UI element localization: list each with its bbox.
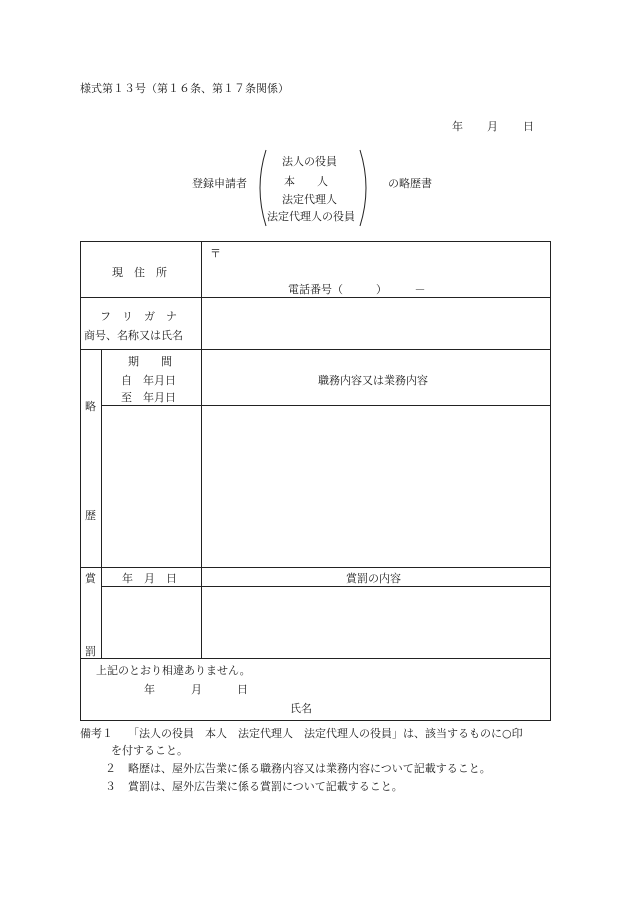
option-legal-representative: 法定代理人 — [282, 193, 337, 206]
history-label-bottom: 歴 — [85, 509, 96, 522]
sign-year: 年 — [144, 683, 155, 696]
period-title: 期 間 — [128, 355, 172, 368]
period-to: 至 年月日 — [121, 391, 176, 404]
option-legal-rep-officer: 法定代理人の役員 — [267, 210, 355, 223]
sign-day: 日 — [237, 683, 248, 696]
award-label-bottom: 罰 — [85, 645, 96, 658]
phone-label: 電話番号（ ） － — [288, 283, 426, 296]
period-from: 自 年月日 — [121, 374, 176, 387]
duties-header: 職務内容又は業務内容 — [318, 374, 428, 387]
signature-name-label: 氏名 — [290, 702, 312, 715]
option-self: 本 人 — [284, 175, 328, 188]
left-bracket — [252, 148, 268, 228]
note-1-marker: 備考１ — [80, 727, 113, 740]
postal-mark: 〒 — [210, 247, 221, 260]
award-content-header: 賞罰の内容 — [346, 572, 401, 585]
award-label-top: 賞 — [85, 572, 96, 585]
note-3-marker: ３ — [105, 780, 116, 793]
sign-month: 月 — [191, 683, 202, 696]
note-3-text: 賞罰は、屋外広告業に係る賞罰について記載すること。 — [128, 780, 403, 793]
date-month: 月 — [487, 120, 498, 133]
history-label-top: 略 — [85, 400, 96, 413]
form-number: 様式第１３号（第１６条、第１７条関係） — [80, 82, 289, 95]
applicant-label: 登録申請者 — [192, 177, 247, 190]
date-day: 日 — [523, 120, 534, 133]
award-date-header: 年 月 日 — [122, 572, 177, 585]
right-bracket — [358, 148, 374, 228]
name-label: 商号、名称又は氏名 — [84, 329, 183, 342]
option-corporate-officer: 法人の役員 — [282, 155, 337, 168]
note-1-continuation: を付すること。 — [111, 744, 188, 757]
note-2-text: 略歴は、屋外広告業に係る職務内容又は業務内容について記載すること。 — [128, 762, 491, 775]
note-1-text: 「法人の役員 本人 法定代理人 法定代理人の役員」は、該当するものに○印 — [128, 727, 523, 740]
address-label: 現 住 所 — [112, 266, 167, 279]
document-title: の略歴書 — [388, 177, 432, 190]
date-year: 年 — [452, 120, 463, 133]
certify-text: 上記のとおり相違ありません。 — [96, 664, 251, 677]
furigana-label: フ リ ガ ナ — [100, 310, 177, 323]
note-2-marker: ２ — [105, 762, 116, 775]
